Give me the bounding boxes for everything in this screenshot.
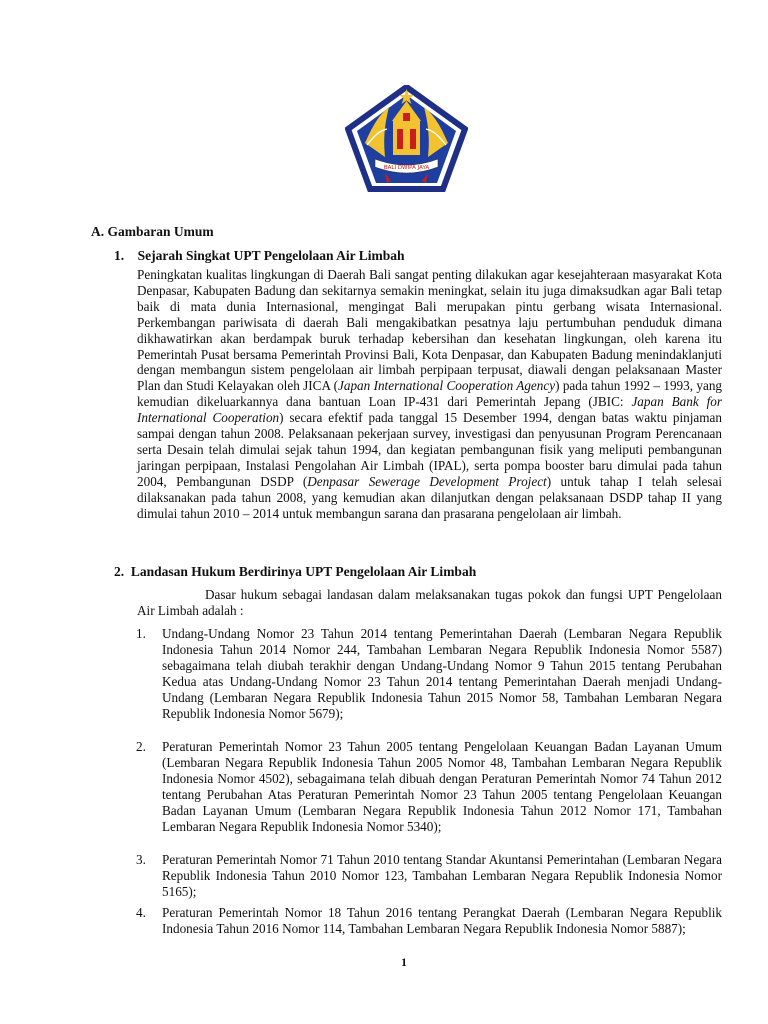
section-2-title: Landasan Hukum Berdirinya UPT Pengelolaan Air Limbah [130, 564, 477, 579]
list-item [114, 626, 722, 721]
page-number: 1 [401, 955, 407, 969]
list-item [114, 852, 722, 900]
legal-list [114, 626, 722, 721]
section-2-heading [114, 564, 476, 580]
list-item-text: Undang-Undang Nomor 23 Tahun 2014 tentang Pemerintahan Daerah (Lembaran Negara Republik Indonesia Tahun 2014 Nomor 244, Tambahan Lembaran Negara Republik Indonesia Nomor 5587) sebagaimana telah diubah terakhir dengan Undang-Undang Nomor 9 Tahun 2015 tentang Perubahan Kedua atas Undang-Undang Nomor 23 Tahun 2014 tentang Pemerintahan Daerah menjadi Undang-Undang (Lembaran Negara Republik Indonesia Tahun 2015 Nomor 58, Tambahan Lembaran Negara Republik Indonesia Nomor 5679); [162, 626, 722, 721]
list-item [114, 739, 722, 834]
section-1-number: 1. [114, 248, 125, 263]
list-item-text: Peraturan Pemerintah Nomor 23 Tahun 2005 tentang Pengelolaan Keuangan Badan Layanan Umum (Lembaran Negara Republik Indonesia Tahun 2005 Nomor 48, Tambahan Lembaran Negara Republik Indonesia Nomor 4502), sebagaimana telah dibuah dengan Peraturan Pemerintah Nomor 74 Tahun 2012 tentang Perubahan Atas Peraturan Pemerintah Nomor 23 Tahun 2005 tentang Pengelolaan Keuangan Badan Layanan Umum (Lembaran Negara Republik Indonesia Tahun 2012 Nomor 171, Tambahan Lembaran Negara Republik Indonesia Nomor 5340); [162, 739, 722, 834]
list-item-text: Peraturan Pemerintah Nomor 18 Tahun 2016 tentang Perangkat Daerah (Lembaran Negara Republik Indonesia Tahun 2016 Nomor 114, Tambahan Lembaran Negara Republik Indonesia Nomor 5887); [162, 905, 722, 936]
legal-list [114, 852, 722, 900]
legal-list [114, 739, 722, 834]
section-1-heading [114, 248, 405, 264]
list-item-number: 2. [136, 739, 146, 754]
section-1-title: Sejarah Singkat UPT Pengelolaan Air Limbah [137, 248, 405, 263]
bali-emblem-logo [345, 85, 468, 192]
list-item-number: 3. [136, 852, 146, 867]
list-item-number: 4. [136, 905, 146, 920]
history-paragraph [137, 267, 722, 522]
legal-basis-intro: Dasar hukum sebagai landasan dalam melaksanakan tugas pokok dan fungsi UPT Pengelolaan Air Limbah adalah : [137, 587, 722, 618]
jica-name: Japan International Cooperation Agency [338, 378, 556, 394]
section-2-number: 2. [114, 564, 125, 579]
jbic-name: Japan Bank for International Cooperation [137, 394, 723, 426]
list-item [114, 905, 722, 937]
emblem-motto: BALI DWIPA JAYA [383, 165, 430, 171]
legal-list [114, 905, 722, 937]
dsdp-name: Denpasar Sewerage Development Project [307, 473, 547, 489]
list-item-number: 1. [136, 626, 146, 641]
list-item-text: Peraturan Pemerintah Nomor 71 Tahun 2010 tentang Standar Akuntansi Pemerintahan (Lembaran Negara Republik Indonesia Tahun 2010 Nomor 123, Tambahan Lembaran Negara Republik Indonesia Nomor 5165); [162, 852, 722, 899]
history-text-4: ) untuk tahap I telah selesai dilaksanakan pada tahun 2008, yang kemudian akan dilanjutkan dengan pelaksanaan DSDP tahap II yang dimulai tahun 2010 – 2014 untuk membangun sarana dan prasarana pengelolaan air limbah. [137, 473, 722, 521]
section-a-heading: A. Gambaran Umum [91, 224, 214, 239]
history-text-2: ) pada tahun 1992 – 1993, yang kemudian dikeluarkannya dana bantuan Loan IP-431 dari Pemerintah Jepang (JBIC: [137, 378, 723, 410]
history-text-3: ) secara efektif pada tanggal 15 Desember 1994, dengan batas waktu pinjaman sampai dengan tahun 2008. Pelaksanaan pekerjaan survey, investigasi dan penyusunan Program Perencanaan serta Desain telah dimulai sejak tahun 1994, dan kegiatan pembangunan fisik yang meliputi pembangunan jaringan perpipaan, Instalasi Pengolahan Air Limbah (IPAL), serta pompa booster baru dimulai pada tahun 2004, Pembangunan DSDP ( [137, 410, 722, 489]
history-text-1: Peningkatan kualitas lingkungan di Daerah Bali sangat penting dilakukan agar kesejahteraan masyarakat Kota Denpasar, Kabupaten Badung dan sekitarnya semakin meningkat, selain itu juga dimaksudkan agar Bali tetap baik di mata dunia Internasional, mengingat Bali merupakan pintu gerbang wisata Internasional. Perkembangan pariwisata di daerah Bali mengakibatkan pesatnya laju pertumbuhan penduduk dimana dikhawatirkan akan berdampak buruk terhadap kebersihan dan kesehatan lingkungan, oleh karena itu Pemerintah Pusat bersama Pemerintah Provinsi Bali, Kota Denpasar, dan Kabupaten Badung menindaklanjuti dengan membangun sistem pengelolaan air limbah perpipaan terpusat, diawali dengan pelaksanaan Master Plan dan Studi Kelayakan oleh JICA ( [137, 267, 722, 394]
